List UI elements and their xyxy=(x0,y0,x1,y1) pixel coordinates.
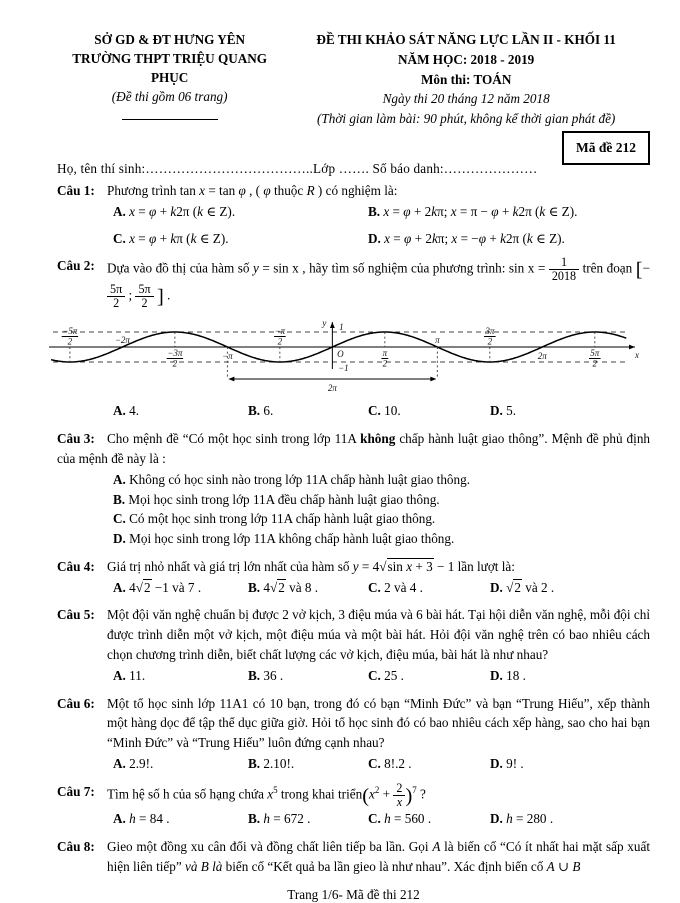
question-7-option-a: A. h = 84 . xyxy=(113,811,170,827)
svg-text:2: 2 xyxy=(172,358,178,369)
question-4-option-b: B. 4√2 và 8 . xyxy=(248,579,319,595)
question-2-option-d: D. 5. xyxy=(490,403,517,419)
question-1-option-a: A. x = φ + k2π (k ∈ Z). xyxy=(113,203,236,219)
school-block xyxy=(57,30,282,129)
header-divider-line xyxy=(122,119,218,120)
svg-text:2π: 2π xyxy=(537,351,547,362)
question-2-options xyxy=(113,401,650,421)
duration-note: (Thời gian làm bài: 90 phút, không kể thời gian phát đề) xyxy=(317,111,616,127)
question-3-stem: Cho mệnh đề “Có một học sinh trong lớp 11A không chấp hành luật giao thông”. Mệnh đề phủ định của mệnh đề này là : xyxy=(57,431,651,466)
question-6 xyxy=(57,694,650,774)
question-3-option-b: B. Mọi học sinh trong lớp 11A đều chấp hành luật giao thông. xyxy=(113,491,440,507)
question-list xyxy=(57,181,650,877)
question-7-option-d: D. h = 280 . xyxy=(490,811,554,827)
svg-text:2: 2 xyxy=(67,336,73,347)
department-name: SỞ GD & ĐT HƯNG YÊN xyxy=(94,32,246,47)
question-7-options xyxy=(113,809,650,829)
question-5-option-c: C. 25 . xyxy=(368,667,404,683)
question-3-option-c: C. Có một học sinh trong lớp 11A chấp hành luật giao thông. xyxy=(113,511,436,527)
question-5-label: Câu 5: xyxy=(57,607,95,623)
question-4-option-d: D. √2 và 2 . xyxy=(490,579,555,595)
question-6-options xyxy=(113,754,650,774)
question-2-option-c: C. 10. xyxy=(368,403,401,419)
question-8-stem: Gieo một đồng xu cân đối và đồng chất liên tiếp ba lần. Gọi A là biến cố “Có ít nhất hai mặt sấp xuất hiện liên tiếp” và B là biến cố “Kết quả ba lần gieo là như nhau”. Xác định biến cố A ∪ B xyxy=(107,839,650,874)
question-7-stem: Tìm hệ số h của số hạng chứa $x^5$ trong khai $triển(x^2$ + $\frac{2}{x}$ )$^7$ ? xyxy=(107,780,426,809)
question-8-label: Câu 8: xyxy=(57,839,95,855)
question-6-stem: Một tổ học sinh lớp 11A1 có 10 bạn, trong đó có bạn “Minh Đức” và bạn “Trung Hiếu”, xếp thành một hàng dọc để tập thể dục giữa giờ. Hỏi tổ học sinh đó có bao nhiêu cách xếp hàng, sao cho hai bạn “Minh Đức” và “Trung Hiếu” luôn đứng cạnh nhau? xyxy=(107,695,650,751)
question-1-option-b: B. x = φ + 2kπ; x = π − φ + k2π (k ∈ Z). xyxy=(368,203,578,219)
question-4-label: Câu 4: xyxy=(57,558,95,574)
question-8 xyxy=(57,837,650,877)
question-2-stem: Dựa vào đồ thị của hàm số y = sin x , hãy tìm số nghiệm của phương trình: sin x = $\frac{1}{2018}$ trên đoạn [− $\frac{5\pi}{2}$ ; $\frac{5\pi}{2}$ ] . xyxy=(107,255,651,310)
exam-date: Ngày thi 20 tháng 12 năm 2018 xyxy=(382,91,550,107)
svg-text:2: 2 xyxy=(487,336,493,347)
exam-header xyxy=(57,30,650,129)
svg-text:−5π: −5π xyxy=(62,326,78,337)
question-4-option-a: A. 4√2 −1 và 7 . xyxy=(113,579,202,595)
question-6-option-d: D. 9! . xyxy=(490,756,524,772)
page-footer: Trang 1/6- Mã đề thi 212 xyxy=(287,886,420,902)
question-5-option-b: B. 36 . xyxy=(248,667,284,683)
question-3-options xyxy=(113,470,650,549)
subject: Môn thi: TOÁN xyxy=(420,71,512,87)
svg-text:−π: −π xyxy=(222,351,233,362)
question-6-option-a: A. 2.9!. xyxy=(113,756,154,772)
svg-text:−π: −π xyxy=(274,326,286,337)
page-count-note: (Đề thi gồm 06 trang) xyxy=(111,89,228,105)
sine-graph xyxy=(47,313,650,399)
exam-code-box: Mã đề 212 xyxy=(562,131,650,165)
svg-text:2π: 2π xyxy=(327,383,337,394)
svg-text:π: π xyxy=(382,348,388,359)
svg-text:−3π: −3π xyxy=(167,348,183,359)
question-1-label: Câu 1: xyxy=(57,182,95,198)
question-5-option-a: A. 11. xyxy=(113,667,146,683)
svg-text:x: x xyxy=(635,350,639,361)
school-name: TRƯỜNG THPT TRIỆU QUANG PHỤC xyxy=(72,51,268,86)
question-6-label: Câu 6: xyxy=(57,695,95,711)
question-3-option-a: A. Không có học sinh nào trong lớp 11A chấp hành luật giao thông. xyxy=(113,471,471,487)
school-year: NĂM HỌC: 2018 - 2019 xyxy=(398,51,535,67)
question-2 xyxy=(57,256,650,421)
question-3 xyxy=(57,429,650,549)
question-7-option-b: B. h = 672 . xyxy=(248,811,311,827)
question-1-stem: Phương trình tan x = tan φ , ( φ thuộc R ) có nghiệm là: xyxy=(107,182,398,198)
question-7-option-c: C. h = 560 . xyxy=(368,811,432,827)
svg-text:O: O xyxy=(337,349,344,360)
svg-text:3π: 3π xyxy=(485,326,495,337)
question-5 xyxy=(57,605,650,685)
svg-text:−1: −1 xyxy=(338,363,349,374)
svg-text:y: y xyxy=(322,318,327,329)
question-1-option-c: C. x = φ + kπ (k ∈ Z). xyxy=(113,230,229,246)
question-3-option-d: D. Mọi học sinh trong lớp 11A không chấp hành luật giao thông. xyxy=(113,531,455,547)
question-5-options xyxy=(113,666,650,686)
question-4-options xyxy=(113,578,650,598)
svg-text:2: 2 xyxy=(592,358,598,369)
svg-text:−2π: −2π xyxy=(114,335,130,346)
question-2-option-a: A. 4. xyxy=(113,403,140,419)
svg-text:2: 2 xyxy=(382,358,388,369)
svg-text:π: π xyxy=(435,335,440,346)
question-4 xyxy=(57,557,650,598)
question-4-option-c: C. 2 và 4 . xyxy=(368,579,423,595)
question-7 xyxy=(57,782,650,829)
question-6-option-c: C. 8!.2 . xyxy=(368,756,412,772)
question-2-label: Câu 2: xyxy=(57,258,95,274)
svg-text:1: 1 xyxy=(339,322,344,333)
question-1-options xyxy=(113,202,650,249)
candidate-info-row xyxy=(57,135,650,181)
candidate-info-line: Họ, tên thí sinh:………………………………..Lớp ……. Số báo danh:………………… xyxy=(57,160,538,176)
question-3-label: Câu 3: xyxy=(57,431,95,447)
question-4-stem: Giá trị nhỏ nhất và giá trị lớn nhất của hàm số y = 4√sin x + 3 − 1 lần lượt là: xyxy=(107,558,515,574)
svg-text:2: 2 xyxy=(277,336,283,347)
question-5-option-d: D. 18 . xyxy=(490,667,526,683)
question-1-option-d: D. x = φ + 2kπ; x = −φ + k2π (k ∈ Z). xyxy=(368,230,565,246)
question-7-label: Câu 7: xyxy=(57,783,95,799)
exam-title-block xyxy=(282,30,650,129)
question-2-option-b: B. 6. xyxy=(248,403,274,419)
question-1 xyxy=(57,181,650,248)
svg-text:5π: 5π xyxy=(590,348,600,359)
question-6-option-b: B. 2.10!. xyxy=(248,756,295,772)
question-5-stem: Một đội văn nghệ chuẩn bị được 2 vở kịch, 3 điệu múa và 6 bài hát. Tại hội diễn văn nghệ, mỗi đội chỉ được trình diễn một vở kịch, một điệu múa và một bài hát. Hỏi đội văn nghệ trên có bao nhiêu cách chọn chương trình diễn, biết chất lượng các vở kịch, điệu múa, bài hát là như nhau? xyxy=(107,607,650,663)
exam-title: ĐỀ THI KHẢO SÁT NĂNG LỰC LẦN II - KHỐI 11 xyxy=(316,32,616,47)
